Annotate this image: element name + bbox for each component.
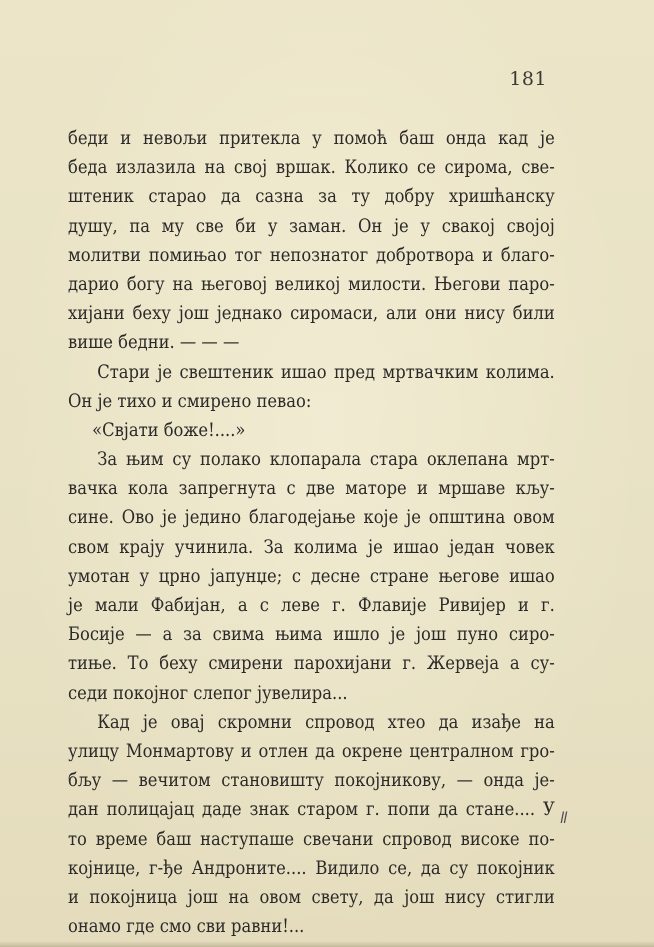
- text-line: седи покојног слепог јувелира...: [68, 681, 348, 704]
- text-line: тиње. То беху смирени парохијани г. Жервеја а су-: [68, 652, 555, 675]
- text-line: више бедни. — — —: [68, 331, 240, 354]
- text-line: беда излазила на свој вршак. Колико се сирома, све-: [68, 156, 555, 179]
- text-line: дан полицајац даде знак старом г. попи да стане.... У: [68, 798, 555, 821]
- text-line: дарио богу на његовој великој милости. Његови паро-: [68, 272, 555, 295]
- page-text: [68, 124, 555, 941]
- text-line: свом крају учинила. За колима је ишао један човек: [68, 535, 555, 558]
- text-line: сине. Ово је једино благодејање које је општина овом: [68, 506, 555, 529]
- text-line: и покојница још на овом свету, да још нису стигли: [68, 885, 555, 908]
- text-line: је мали Фабијан, а с леве г. Флавије Ривијер и г.: [68, 594, 555, 616]
- text-line: Кад је овај скромни спровод хтео да изађе на: [97, 710, 555, 733]
- text-line: умотан у црно јапунџе; с десне стране његове ишао: [68, 564, 555, 587]
- text-line: Босије — а за свима њима ишло је још пуно сиро-: [68, 623, 555, 646]
- text-line: штеник старао да сазна за ту добру хришћанску: [68, 185, 555, 208]
- page-bottom-edge: [0, 941, 654, 947]
- text-line: којнице, г-ђе Андроните.... Видило се, да су покојник: [68, 856, 555, 879]
- text-line: беди и невољи притекла у помоћ баш онда кад је: [68, 127, 555, 149]
- text-line: Стари је свештеник ишао пред мртвачким колима.: [97, 360, 555, 383]
- text-line: хијани беху још једнако сиромаси, али они нису били: [68, 302, 555, 325]
- text-line: онамо где смо сви равни!...: [68, 915, 305, 938]
- text-line: За њим су полако клопарала стара оклепана мрт-: [97, 448, 555, 471]
- text-line: вачка кола запрегнута с две маторе и мршаве кљу-: [68, 477, 555, 500]
- pencil-margin-mark: ǁ: [560, 808, 568, 827]
- page-number: 181: [509, 68, 547, 90]
- text-line: то време баш наступаше свечани спровод високе по-: [68, 827, 555, 850]
- text-line: молитви помињао тог непознатог добротвора и благо-: [68, 243, 555, 266]
- quote-line: «Свјати боже!....»: [92, 418, 246, 441]
- text-line: Он је тихо и смирено певао:: [68, 389, 312, 412]
- text-line: бљу — вечитом становишту покојникову, — онда је-: [68, 769, 555, 792]
- text-line: улицу Монмартову и отлен да окрене централном гро-: [68, 739, 555, 762]
- text-line: душу, па му све би у заман. Он је у свакој својој: [68, 214, 555, 237]
